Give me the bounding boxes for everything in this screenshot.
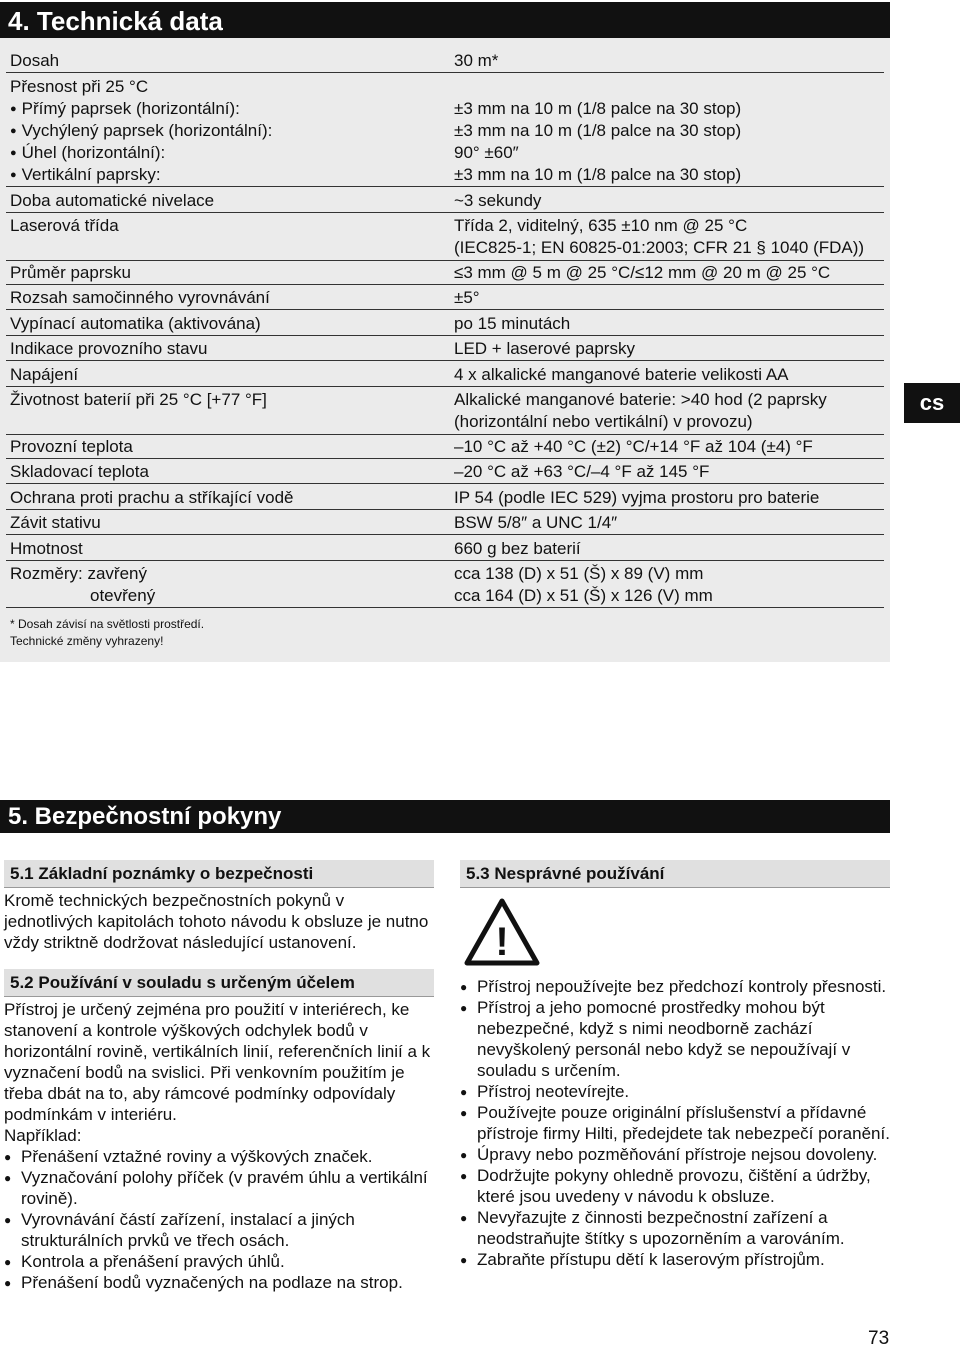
spec-value: 4 x alkalické manganové baterie velikosti AA xyxy=(454,365,789,384)
spec-value: ~3 sekundy xyxy=(454,191,542,210)
spec-value: –10 °C až +40 °C (±2) °C/+14 °F až 104 (±4) °F xyxy=(454,437,813,456)
spec-value: po 15 minutách xyxy=(454,314,571,333)
spec-label: Skladovací teplota xyxy=(10,462,149,481)
spec-value: BSW 5/8″ a UNC 1/4″ xyxy=(454,513,618,532)
spec-label: Průměr paprsku xyxy=(10,263,131,282)
spec-row-self-leveling xyxy=(6,287,884,310)
list-item: ● Kontrola a přenášení pravých úhlů. xyxy=(4,1251,434,1272)
spec-label: ● Vychýlený paprsek (horizontální): xyxy=(10,120,430,144)
list-item: ● Přístroj a jeho pomocné prostředky mohou být nebezpečné, když s nimi neodborně zachází nevyškolený personál nebo když se nepoužívají v souladu s určením. xyxy=(460,997,890,1081)
spec-label: Rozměry: zavřený xyxy=(10,564,147,583)
list-item: ● Přenášení vztažné roviny a výškových značek. xyxy=(4,1146,434,1167)
subsection-5-3-heading: 5.3 Nesprávné používání xyxy=(460,860,890,888)
spec-row-dimensions-open xyxy=(6,585,884,608)
spec-value-line-2: (IEC825-1; EN 60825-01:2003; CFR 21 § 1040 (FDA)) xyxy=(454,238,865,257)
spec-value: ≤3 mm @ 5 m @ 25 °C/≤12 mm @ 20 m @ 25 °C xyxy=(454,263,831,282)
spec-label: Závit stativu xyxy=(10,513,101,532)
spec-value: ±3 mm na 10 m (1/8 palce na 30 stop) xyxy=(454,99,742,118)
spec-value: ±5° xyxy=(454,288,480,307)
spec-row-storage-temp xyxy=(6,461,884,484)
spec-label: ● Přímý paprsek (horizontální): xyxy=(10,98,430,122)
subsection-5-1-text: Kromě technických bezpečnostních pokynů v jednotlivých kapitolách tohoto návodu k obsluze je nutno vždy striktně dodržovat následující ustanovení. xyxy=(4,891,429,952)
right-column xyxy=(460,860,890,1270)
spec-row-beam-diameter xyxy=(6,262,884,285)
spec-row-auto-off xyxy=(6,313,884,336)
spec-row-ingress-protection xyxy=(6,487,884,510)
spec-label: Rozsah samočinného vyrovnávání xyxy=(10,288,270,307)
spec-row-vertical-beams xyxy=(6,164,884,187)
spec-value-line-1: Třída 2, viditelný, 635 ±10 nm @ 25 °C xyxy=(454,216,748,235)
intended-use-list xyxy=(4,1146,434,1293)
spec-row-tripod-thread xyxy=(6,512,884,535)
spec-label: Vypínací automatika (aktivována) xyxy=(10,314,261,333)
spec-row-leveling-time xyxy=(6,190,884,213)
spec-label: Dosah xyxy=(10,51,60,70)
left-column xyxy=(4,860,434,1293)
list-item: ● Vyrovnávání částí zařízení, instalací a jiných strukturálních prvků ve třech osách. xyxy=(4,1209,434,1251)
footnote-range: * Dosah závisí na světlosti prostředí. xyxy=(10,617,205,631)
spec-label: Indikace provozního stavu xyxy=(10,339,208,358)
example-label: Například: xyxy=(4,1126,82,1145)
spec-value: 30 m* xyxy=(454,51,499,70)
improper-use-list xyxy=(460,976,890,1270)
technical-data-table xyxy=(0,38,890,662)
page-number: 73 xyxy=(868,1328,890,1349)
spec-label: Doba automatické nivelace xyxy=(10,191,215,210)
spec-value-line-1: Alkalické manganové baterie: >40 hod (2 paprsky xyxy=(454,390,827,409)
spec-value: 90° ±60″ xyxy=(454,143,519,162)
spec-value: cca 138 (D) x 51 (Š) x 89 (V) mm xyxy=(454,564,704,583)
spec-label: ● Úhel (horizontální): xyxy=(10,142,430,166)
section-5-title: 5. Bezpečnostní pokyny xyxy=(0,800,890,833)
spec-label: otevřený xyxy=(90,586,156,605)
list-item: ● Vyznačování polohy příček (v pravém úhlu a vertikální rovině). xyxy=(4,1167,434,1209)
spec-label: Přesnost při 25 °C xyxy=(10,77,149,96)
spec-row-status-indicator xyxy=(6,338,884,361)
list-item: ● Přístroj neotevírejte. xyxy=(460,1081,890,1102)
language-tab: cs xyxy=(904,383,960,423)
spec-value: LED + laserové paprsky xyxy=(454,339,635,358)
spec-row-battery-life xyxy=(6,389,884,435)
subsection-5-2-heading: 5.2 Používání v souladu s určeným účelem xyxy=(4,969,434,997)
spec-row-operating-temp xyxy=(6,436,884,459)
spec-row-laser-class xyxy=(6,215,884,261)
spec-label: ● Vertikální paprsky: xyxy=(10,164,430,188)
spec-row-range xyxy=(6,50,884,73)
spec-value: ±3 mm na 10 m (1/8 palce na 30 stop) xyxy=(454,121,742,140)
list-item: ● Přístroj nepoužívejte bez předchozí kontroly přesnosti. xyxy=(460,976,890,997)
spec-label: Napájení xyxy=(10,365,79,384)
list-item: ● Dodržujte pokyny ohledně provozu, čištění a údržby, které jsou uvedeny v návodu k obsluze. xyxy=(460,1165,890,1207)
list-item: ● Úpravy nebo pozměňování přístroje nejsou dovoleny. xyxy=(460,1144,890,1165)
spec-value-line-2: (horizontální nebo vertikální) v provozu) xyxy=(454,412,753,431)
spec-value xyxy=(454,215,894,259)
spec-value: IP 54 (podle IEC 529) vyjma prostoru pro baterie xyxy=(454,488,820,507)
spec-label: Laserová třída xyxy=(10,216,119,235)
spec-row-power xyxy=(6,364,884,387)
footnote-changes: Technické změny vyhrazeny! xyxy=(10,634,164,648)
spec-value xyxy=(454,389,894,433)
warning-mark: ! xyxy=(495,920,509,964)
spec-label: Ochrana proti prachu a stříkající vodě xyxy=(10,488,294,507)
list-item: ● Zabraňte přístupu dětí k laserovým přístrojům. xyxy=(460,1249,890,1270)
spec-row-weight xyxy=(6,538,884,561)
subsection-5-2-text: Přístroj je určený zejména pro použití v interiérech, ke stanovení a kontrole výškových odchylek bodů v horizontální rovině, vertikálních linií, referenčních linií a k vyznačení bodů na svislici. Při venkovním použitím je třeba dbát na to, aby rámcové podmínky odpovídaly podmínkám v interiéru. xyxy=(4,1000,431,1124)
spec-label: Provozní teplota xyxy=(10,437,133,456)
spec-label: Hmotnost xyxy=(10,539,83,558)
list-item: ● Nevyřazujte z činnosti bezpečnostní zařízení a neodstraňujte štítky s upozorněním a varováním. xyxy=(460,1207,890,1249)
spec-value: –20 °C až +63 °C/–4 °F až 145 °F xyxy=(454,462,710,481)
list-item: ● Používejte pouze originální příslušenství a přídavné přístroje firmy Hilti, předejdete tak nebezpečí poranění. xyxy=(460,1102,890,1144)
section-4-title: 4. Technická data xyxy=(0,2,890,38)
list-item: ● Přenášení bodů vyznačených na podlaze na strop. xyxy=(4,1272,434,1293)
spec-value: ±3 mm na 10 m (1/8 palce na 30 stop) xyxy=(454,165,742,184)
spec-value: 660 g bez baterií xyxy=(454,539,581,558)
warning-triangle-icon xyxy=(464,898,540,966)
subsection-5-1-heading: 5.1 Základní poznámky o bezpečnosti xyxy=(4,860,434,888)
spec-value: cca 164 (D) x 51 (Š) x 126 (V) mm xyxy=(454,586,713,605)
spec-label: Životnost baterií při 25 °C [+77 °F] xyxy=(10,390,267,409)
